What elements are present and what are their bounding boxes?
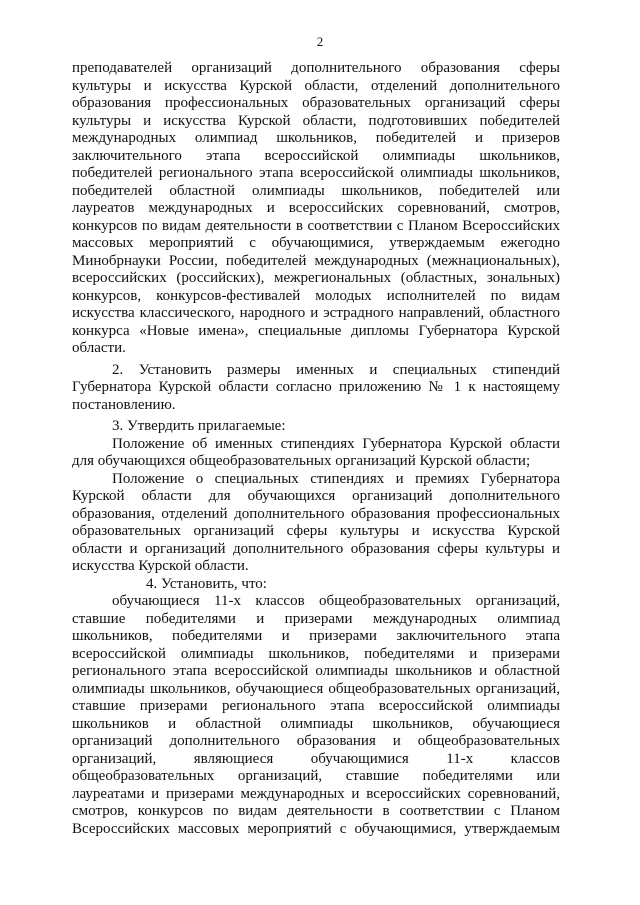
- text-line: всероссийских (российских), межрегиональных (областных, зональных): [72, 270, 560, 286]
- text-line: Минобрнауки России, победителей международных (межнациональных),: [72, 252, 560, 269]
- text-line: победителей регионального этапа всероссийской олимпиады школьников,: [72, 165, 560, 181]
- text-line: школьников и областной олимпиады школьников, обучающиеся: [72, 715, 560, 732]
- text-line: конкурсов по видам деятельности в соответствии с Планом Всероссийских: [72, 217, 560, 234]
- text-line: организаций, являющиеся обучающимися 11-х классов: [72, 750, 560, 767]
- text-line: Курской области для обучающихся организаций дополнительного: [72, 488, 560, 504]
- text-line: Положение о специальных стипендиях и премиях Губернатора: [112, 470, 560, 487]
- text-line: регионального этапа всероссийской олимпиады школьников и областной: [72, 663, 560, 679]
- text-line: лауреатов международных и всероссийских соревнований, смотров,: [72, 200, 560, 216]
- text-line: Губернатора Курской области согласно приложению № 1 к настоящему: [72, 379, 560, 395]
- text-line: 4. Установить, что:: [146, 575, 267, 592]
- text-line: образовательных организаций сферы культуры и искусства Курской: [72, 523, 560, 539]
- text-line: образования профессиональных образовательных организаций сферы: [72, 95, 560, 111]
- text-line: 3. Утвердить прилагаемые:: [112, 418, 286, 434]
- text-line: конкурса «Новые имена», специальные дипломы Губернатора Курской: [72, 322, 560, 339]
- text-line: международных олимпиад школьников, победителей и призеров: [72, 130, 560, 146]
- text-line: области и организаций дополнительного образования сферы культуры и: [72, 540, 560, 557]
- text-line: культуры и искусства Курской области, отделений дополнительного: [72, 77, 560, 94]
- text-line: искусства Курской области.: [72, 558, 249, 574]
- text-line: заключительного этапа всероссийской олимпиады школьников,: [72, 147, 560, 164]
- text-line: области.: [72, 340, 126, 356]
- text-line: всероссийской олимпиады школьников, победителями и призерами: [72, 645, 560, 662]
- text-line: 2. Установить размеры именных и специальных стипендий: [112, 361, 560, 378]
- text-line: победителей областной олимпиады школьников, победителей или: [72, 182, 560, 199]
- page-number: 2: [316, 34, 324, 49]
- text-line: лауреатами и призерами международных и всероссийских соревнований,: [72, 785, 560, 802]
- document-body: [72, 60, 560, 838]
- text-line: ставшие призерами регионального этапа всероссийской олимпиады: [72, 698, 560, 714]
- text-line: преподавателей организаций дополнительного образования сферы: [72, 60, 560, 76]
- text-line: организаций дополнительного образования и общеобразовательных: [72, 733, 560, 749]
- text-line: культуры и искусства Курской области, подготовивших победителей: [72, 112, 560, 129]
- text-line: массовых мероприятий с обучающимися, утверждаемым ежегодно: [72, 235, 560, 251]
- text-line: смотров, конкурсов по видам деятельности в соответствии с Планом: [72, 803, 560, 819]
- text-line: Положение об именных стипендиях Губернатора Курской области: [112, 435, 560, 452]
- text-line: ставшие победителями и призерами международных олимпиад: [72, 610, 560, 627]
- text-line: постановлению.: [72, 396, 176, 413]
- text-line: конкурсов, конкурсов-фестивалей молодых исполнителей по видам: [72, 287, 560, 304]
- text-line: искусства классического, народного и эстрадного направлений, областного: [72, 305, 560, 321]
- text-line: Всероссийских массовых мероприятий с обучающимися, утверждаемым: [72, 820, 560, 837]
- text-line: образования, отделений дополнительного образования профессиональных: [72, 505, 560, 522]
- text-line: школьников, победителями и призерами заключительного этапа: [72, 628, 560, 644]
- text-line: общеобразовательных организаций, ставшие победителями или: [72, 768, 560, 784]
- text-line: для обучающихся общеобразовательных организаций Курской области;: [72, 453, 531, 469]
- text-line: олимпиады школьников, обучающиеся общеобразовательных организаций,: [72, 680, 560, 697]
- text-line: обучающиеся 11-х классов общеобразовательных организаций,: [112, 593, 560, 609]
